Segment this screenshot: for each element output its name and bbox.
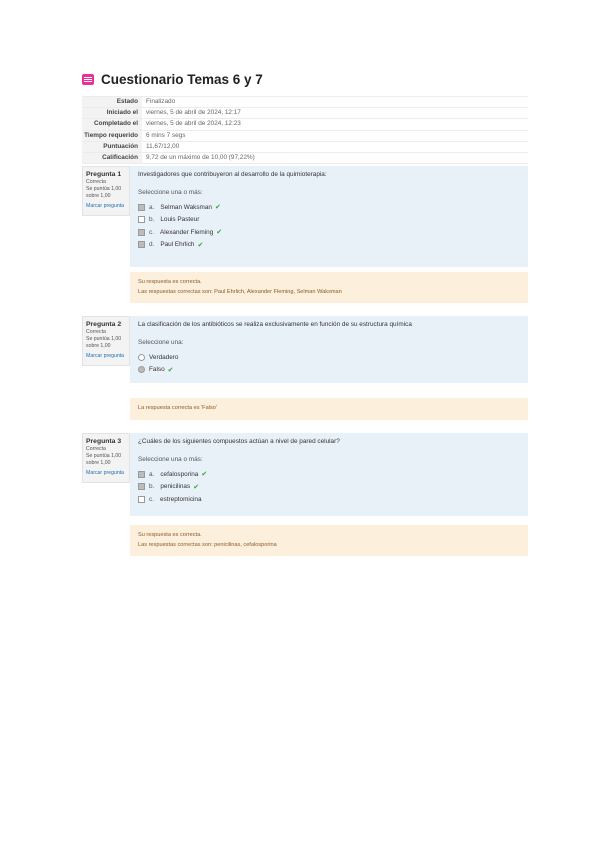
- checkbox[interactable]: [138, 216, 145, 223]
- radio-button[interactable]: [138, 354, 145, 361]
- question-info: [82, 316, 130, 366]
- question-body: [130, 316, 528, 411]
- question-text: Investigadores que contribuyeron al desarrollo de la quimioterapia:: [138, 171, 327, 178]
- question-content: [130, 316, 528, 383]
- quiz-icon: [82, 74, 94, 85]
- question-text: ¿Cuáles de los siguientes compuestos actúan a nivel de pared celular?: [138, 438, 340, 445]
- flag-question-link[interactable]: Marcar pregunta: [86, 353, 125, 360]
- page-title: Cuestionario Temas 6 y 7: [101, 72, 263, 87]
- answer-option[interactable]: b. Louis Pasteur: [138, 214, 520, 227]
- question-content: [130, 433, 528, 516]
- answer-prompt: Seleccione una:: [138, 339, 184, 346]
- quiz-header: [82, 72, 263, 87]
- checkbox[interactable]: [138, 241, 145, 248]
- question-number: Pregunta 3: [86, 438, 122, 445]
- checkbox[interactable]: [138, 229, 145, 236]
- summary-row: Estado Finalizado: [82, 97, 528, 108]
- answer-option[interactable]: Falso ✔: [138, 364, 520, 377]
- question-body: [130, 166, 528, 295]
- check-icon: ✔: [197, 241, 204, 249]
- question-body: [130, 433, 528, 548]
- question-text: La clasificación de los antibióticos se realiza exclusivamente en función de su estructura química: [138, 321, 412, 328]
- checkbox[interactable]: [138, 496, 145, 503]
- flag-question-link[interactable]: Marcar pregunta: [86, 203, 125, 210]
- feedback-box: [130, 525, 528, 556]
- answer-option[interactable]: d. Paul Ehrlich ✔: [138, 239, 520, 252]
- correct-answer-text: Las respuestas correctas son: penicilinas, cefalosporina: [138, 541, 277, 548]
- answer-option[interactable]: b. penicilinas ✔: [138, 481, 520, 494]
- feedback-box: [130, 272, 528, 303]
- attempt-summary: [82, 96, 528, 164]
- answer-option[interactable]: Verdadero: [138, 351, 520, 364]
- summary-row: Calificación 9,72 de un máximo de 10,00 (97,22%): [82, 153, 528, 164]
- check-icon: ✔: [167, 366, 174, 374]
- checkbox[interactable]: [138, 204, 145, 211]
- answer-option[interactable]: a. cefalosporina ✔: [138, 468, 520, 481]
- feedback-text: La respuesta correcta es 'Falso': [138, 405, 217, 411]
- summary-row: Completado el viernes, 5 de abril de 2024, 12:23: [82, 119, 528, 130]
- feedback-text: Su respuesta es correcta.: [138, 279, 202, 285]
- summary-row: Tiempo requerido 6 mins 7 segs: [82, 131, 528, 142]
- answer-option[interactable]: c. estreptomicina: [138, 493, 520, 506]
- question-score: Se puntúa 1,00 sobre 1,00: [86, 453, 122, 467]
- question-number: Pregunta 1: [86, 171, 122, 178]
- correct-answer-text: Las respuestas correctas son: Paul Ehrlich, Alexander Fleming, Selman Waksman: [138, 288, 342, 295]
- check-icon: ✔: [214, 204, 221, 212]
- question-status: Correcta: [86, 446, 106, 453]
- checkbox[interactable]: [138, 471, 145, 478]
- question-info: [82, 433, 130, 483]
- check-icon: ✔: [201, 471, 208, 479]
- summary-row: Puntuación 11,67/12,00: [82, 142, 528, 153]
- question-score: Se puntúa 1,00 sobre 1,00: [86, 336, 122, 350]
- flag-question-link[interactable]: Marcar pregunta: [86, 470, 125, 477]
- check-icon: ✔: [216, 229, 223, 237]
- checkbox[interactable]: [138, 483, 145, 490]
- answer-prompt: Seleccione una o más:: [138, 456, 203, 463]
- question-score: Se puntúa 1,00 sobre 1,00: [86, 186, 122, 200]
- question-number: Pregunta 2: [86, 321, 122, 328]
- feedback-box: [130, 398, 528, 420]
- question-status: Correcta: [86, 179, 106, 186]
- question-status: Correcta: [86, 329, 106, 336]
- radio-button[interactable]: [138, 366, 145, 373]
- feedback-text: Su respuesta es correcta.: [138, 532, 202, 538]
- answer-option[interactable]: a. Selman Waksman ✔: [138, 201, 520, 214]
- summary-row: Iniciado el viernes, 5 de abril de 2024, 12:17: [82, 108, 528, 119]
- answer-prompt: Seleccione una o más:: [138, 189, 203, 196]
- question-info: [82, 166, 130, 216]
- answer-option[interactable]: c. Alexander Fleming ✔: [138, 226, 520, 239]
- check-icon: ✔: [193, 483, 200, 491]
- question-content: [130, 166, 528, 267]
